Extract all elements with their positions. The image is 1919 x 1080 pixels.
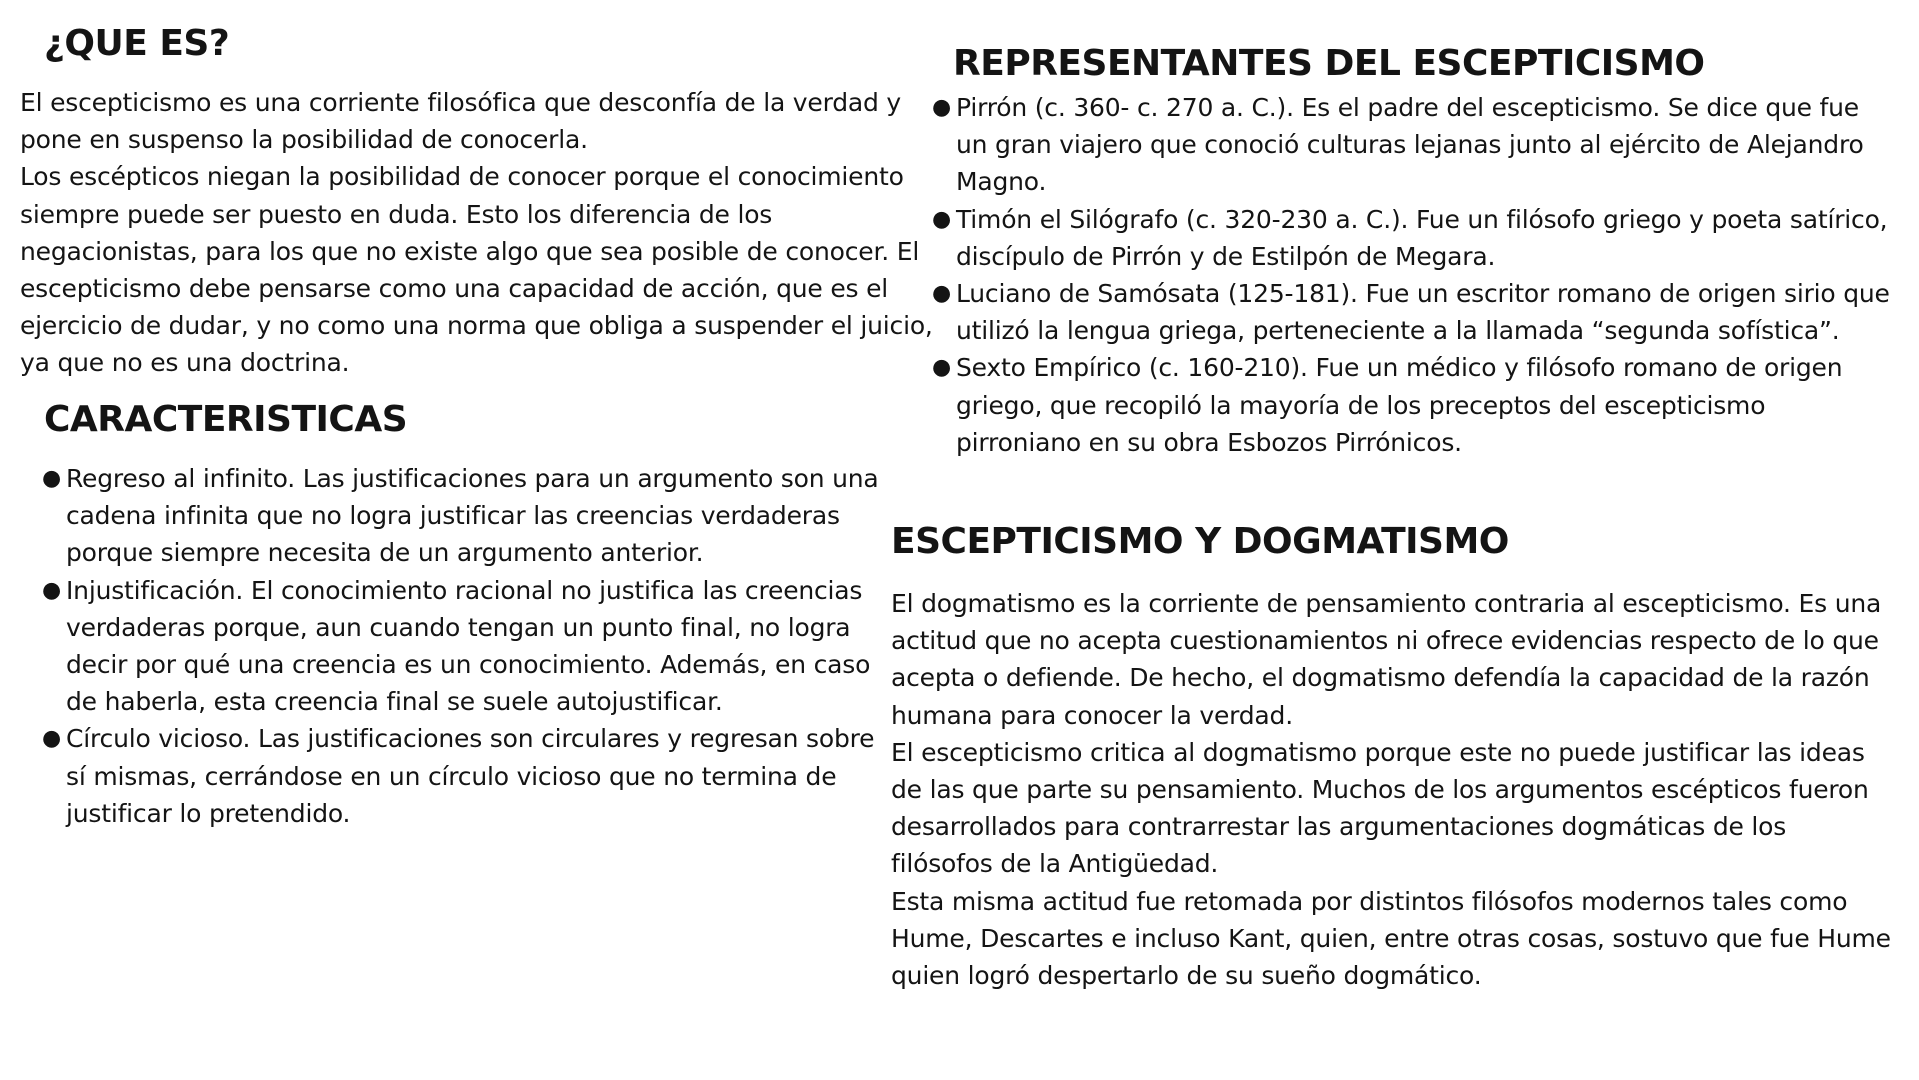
list-item: [932, 89, 1896, 201]
paragraph: El dogmatismo es la corriente de pensamiento contraria al escepticismo. Es una actitud que no acepta cuestionamientos ni ofrece evidencias respecto de lo que acepta o defiende. De hecho, el dogmatismo defendía la capacidad de la razón humana para conocer la verdad.: [891, 589, 1882, 730]
section-heading-representantes: REPRESENTANTES DEL ESCEPTICISMO: [953, 43, 1705, 84]
section-body-que-es: [20, 84, 940, 382]
list-item-text: Círculo vicioso. Las justificaciones son circulares y regresan sobre sí mismas, cerrándose en un círculo vicioso que no termina de justificar lo pretendido.: [66, 724, 875, 828]
paragraph: El escepticismo es una corriente filosófica que desconfía de la verdad y pone en suspenso la posibilidad de conocerla.: [20, 88, 902, 155]
section-body-escepticismo-dogmatismo: [891, 585, 1891, 994]
list-item-text: Luciano de Samósata (125-181). Fue un escritor romano de origen sirio que utilizó la lengua griega, perteneciente a la llamada “segunda sofística”.: [956, 279, 1890, 346]
list-item: [932, 275, 1896, 349]
bullet-icon: ●: [932, 355, 951, 381]
bullet-icon: ●: [932, 95, 951, 120]
list-item-text: Sexto Empírico (c. 160-210). Fue un médico y filósofo romano de origen griego, que recopiló la mayoría de los preceptos del escepticismo pirroniano en su obra Esbozos Pirrónicos.: [956, 353, 1843, 457]
bullet-icon: ●: [932, 206, 951, 232]
paragraph: El escepticismo critica al dogmatismo porque este no puede justificar las ideas de las que parte su pensamiento. Muchos de los argumentos escépticos fueron desarrollados para contrarrestar las argumentaciones dogmáticas de los filósofos de la Antigüedad.: [891, 737, 1869, 879]
list-item-text: Injustificación. El conocimiento racional no justifica las creencias verdaderas porque, aun cuando tengan un punto final, no logra decir por qué una creencia es un conocimiento. Además, en caso de haberla, esta creencia final se suele autojustificar.: [66, 575, 871, 717]
caracteristicas-list: [42, 460, 888, 832]
bullet-icon: ●: [42, 466, 61, 491]
section-heading-que-es: ¿QUE ES?: [44, 23, 230, 64]
list-item: [42, 572, 888, 721]
list-item: [42, 720, 888, 832]
paragraph: Esta misma actitud fue retomada por distintos filósofos modernos tales como Hume, Descartes e incluso Kant, quien, entre otras cosas, sostuvo que fue Hume quien logró despertarlo de su sueño dogmático.: [891, 886, 1891, 991]
bullet-icon: ●: [932, 281, 951, 307]
representantes-list: [932, 89, 1896, 461]
section-heading-caracteristicas: CARACTERISTICAS: [44, 399, 408, 440]
list-item-text: Regreso al infinito. Las justificaciones para un argumento son una cadena infinita que no logra justificar las creencias verdaderas porque siempre necesita de un argumento anterior.: [66, 464, 879, 568]
list-item-text: Pirrón (c. 360- c. 270 a. C.). Es el padre del escepticismo. Se dice que fue un gran viajero que conoció culturas lejanas junto al ejército de Alejandro Magno.: [956, 93, 1864, 197]
list-item: [42, 460, 888, 572]
list-item: [932, 349, 1896, 461]
list-item: [932, 201, 1896, 275]
bullet-icon: ●: [42, 577, 61, 603]
list-item-text: Timón el Silógrafo (c. 320-230 a. C.). Fue un filósofo griego y poeta satírico, discípulo de Pirrón y de Estilpón de Megara.: [956, 204, 1888, 271]
bullet-icon: ●: [42, 726, 61, 752]
paragraph: Los escépticos niegan la posibilidad de conocer porque el conocimiento siempre puede ser puesto en duda. Esto los diferencia de los negacionistas, para los que no existe algo que sea posible de conocer. El escepticismo debe pensarse como una capacidad de acción, que es el ejercicio de dudar, y no como una norma que obliga a suspender el juicio, ya que no es una doctrina.: [20, 162, 933, 378]
section-heading-escepticismo-dogmatismo: ESCEPTICISMO Y DOGMATISMO: [891, 521, 1509, 562]
